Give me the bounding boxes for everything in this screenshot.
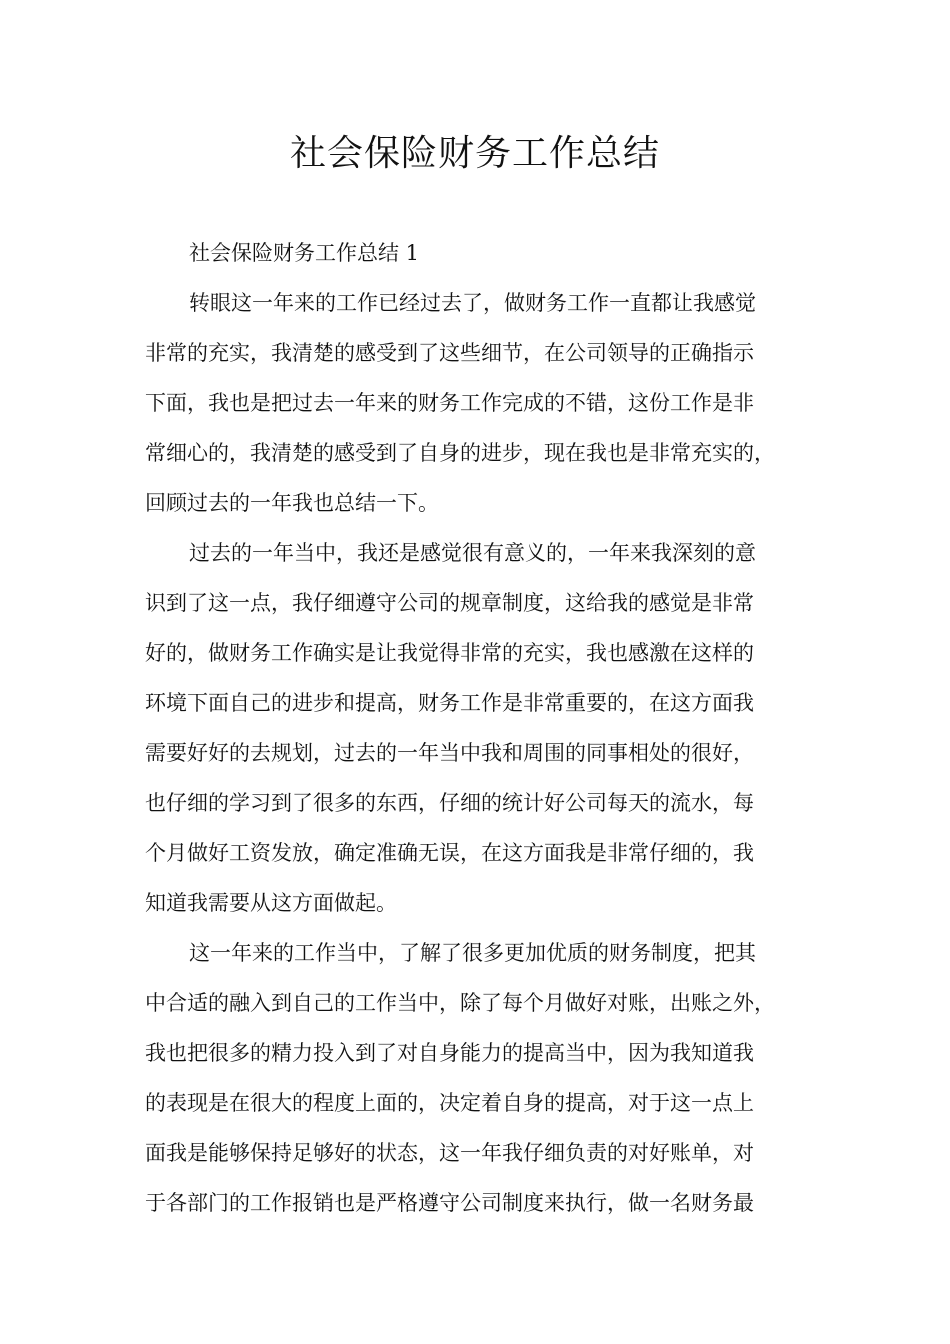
body-line: 下面，我也是把过去一年来的财务工作完成的不错，这份工作是非 xyxy=(145,391,754,415)
document-title: 社会保险财务工作总结 xyxy=(289,133,660,174)
section-heading: 社会保险财务工作总结 1 xyxy=(189,241,420,265)
body-line: 于各部门的工作报销也是严格遵守公司制度来执行，做一名财务最 xyxy=(145,1191,754,1215)
body-line: 环境下面自己的进步和提高，财务工作是非常重要的，在这方面我 xyxy=(145,691,754,715)
body-line: 面我是能够保持足够好的状态，这一年我仔细负责的对好账单，对 xyxy=(145,1141,754,1165)
body-line: 知道我需要从这方面做起。 xyxy=(145,891,397,915)
body-line: 这一年来的工作当中，了解了很多更加优质的财务制度，把其 xyxy=(189,941,756,965)
body-line: 中合适的融入到自己的工作当中，除了每个月做好对账，出账之外， xyxy=(145,991,775,1015)
body-line: 回顾过去的一年我也总结一下。 xyxy=(145,491,439,515)
body-line: 需要好好的去规划，过去的一年当中我和周围的同事相处的很好， xyxy=(145,741,754,765)
body-line: 的表现是在很大的程度上面的，决定着自身的提高，对于这一点上 xyxy=(145,1091,754,1115)
body-line: 个月做好工资发放，确定准确无误，在这方面我是非常仔细的，我 xyxy=(145,841,754,865)
body-line: 常细心的，我清楚的感受到了自身的进步，现在我也是非常充实的， xyxy=(145,441,775,465)
body-line: 也仔细的学习到了很多的东西，仔细的统计好公司每天的流水，每 xyxy=(145,791,754,815)
body-line: 我也把很多的精力投入到了对自身能力的提高当中，因为我知道我 xyxy=(145,1041,754,1065)
body-line: 过去的一年当中，我还是感觉很有意义的，一年来我深刻的意 xyxy=(189,541,756,565)
body-line: 识到了这一点，我仔细遵守公司的规章制度，这给我的感觉是非常 xyxy=(145,591,754,615)
document-body xyxy=(145,234,825,1234)
body-line: 好的，做财务工作确实是让我觉得非常的充实，我也感激在这样的 xyxy=(145,641,754,665)
body-line: 转眼这一年来的工作已经过去了，做财务工作一直都让我感觉 xyxy=(189,291,756,315)
body-line: 非常的充实，我清楚的感受到了这些细节，在公司领导的正确指示 xyxy=(145,341,754,365)
